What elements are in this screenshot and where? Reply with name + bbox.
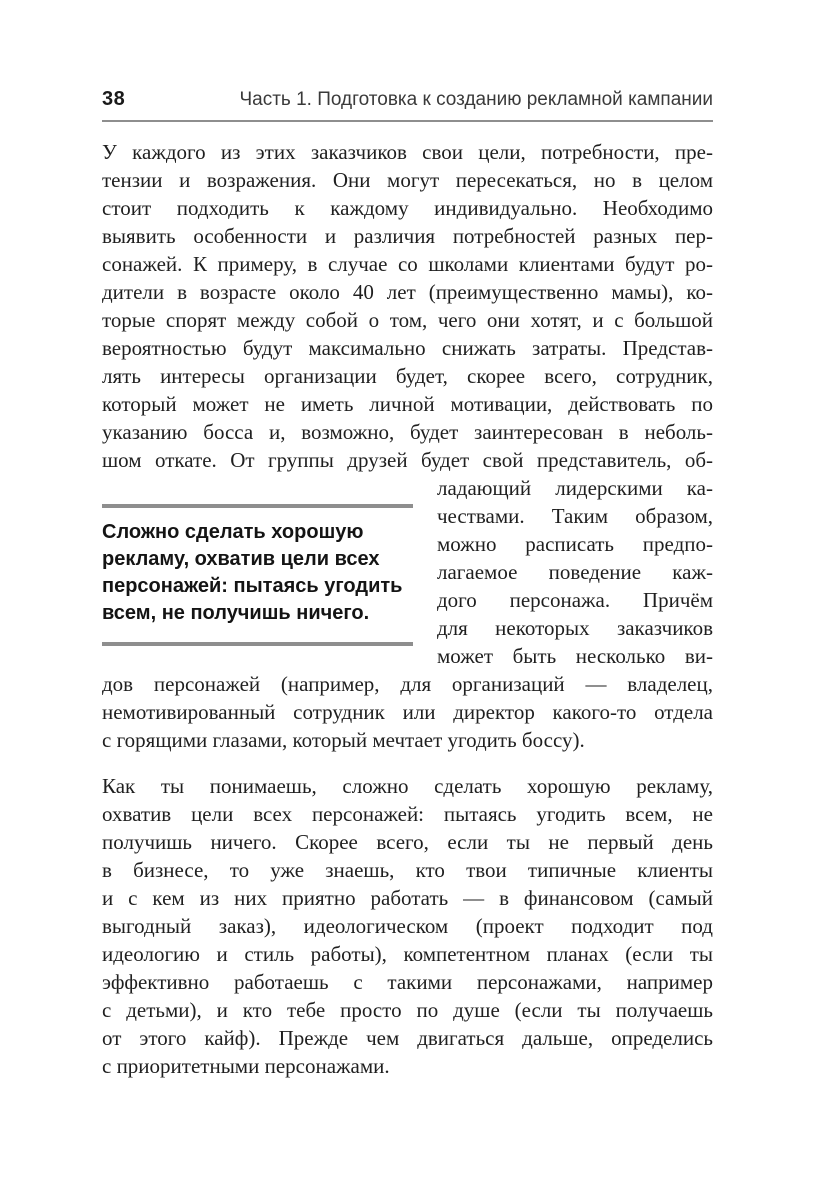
page-number: 38 <box>102 88 126 110</box>
text-line: выявить особенности и различия потребностей разных пер- <box>102 224 713 248</box>
text-line: лять интересы организации будет, скорее всего, сотрудник, <box>102 364 713 388</box>
paragraph-1-wrapped-column <box>437 474 713 670</box>
text-line: сонажей. К примеру, в случае со школами клиентами будут ро- <box>102 252 713 276</box>
text-line: указанию босса и, возможно, будет заинтересован в неболь- <box>102 420 713 444</box>
text-line: идеологию и стиль работы), компетентном планах (если ты <box>102 942 713 966</box>
text-line: с приоритетными персонажами. <box>102 1054 390 1078</box>
text-line: вероятностью будут максимально снижать затраты. Представ- <box>102 336 713 360</box>
text-line: для некоторых заказчиков <box>437 616 713 640</box>
text-line: в бизнесе, то уже знаешь, кто твои типичные клиенты <box>102 858 713 882</box>
text-line: немотивированный сотрудник или директор какого-то отдела <box>102 700 713 724</box>
text-line: лагаемое поведение каж- <box>437 560 713 584</box>
text-line: тензии и возражения. Они могут пересекаться, но в целом <box>102 168 713 192</box>
text-line: и с кем из них приятно работать — в финансовом (самый <box>102 886 713 910</box>
text-line: может быть несколько ви- <box>437 644 713 668</box>
text-line: чествами. Таким образом, <box>437 504 713 528</box>
pullquote-row <box>102 474 713 670</box>
pull-quote <box>102 504 413 646</box>
text-line: рекламу, охватив цели всех <box>102 548 380 570</box>
text-line: с детьми), и кто тебе просто по душе (если ты получаешь <box>102 998 713 1022</box>
text-line: ладающий лидерскими ка- <box>437 476 713 500</box>
text-line: У каждого из этих заказчиков свои цели, потребности, пре- <box>102 140 713 164</box>
paragraph-2 <box>102 772 713 1080</box>
running-title: Часть 1. Подготовка к созданию рекламной кампании <box>239 89 713 110</box>
text-line: эффективно работаешь с такими персонажами, например <box>102 970 713 994</box>
paragraph-1 <box>102 138 713 474</box>
text-line: получишь ничего. Скорее всего, если ты не первый день <box>102 830 713 854</box>
text-line: стоит подходить к каждому индивидуально. Необходимо <box>102 196 713 220</box>
text-line: от этого кайф). Прежде чем двигаться дальше, определись <box>102 1026 713 1050</box>
text-line: Сложно сделать хорошую <box>102 521 364 543</box>
text-line: с горящими глазами, который мечтает угодить боссу). <box>102 728 585 752</box>
text-line: персонажей: пытаясь угодить <box>102 575 403 597</box>
text-line: можно расписать предпо- <box>437 532 713 556</box>
text-line: всем, не получишь ничего. <box>102 602 370 624</box>
text-line: дого персонажа. Причём <box>437 588 713 612</box>
text-line: выгодный заказ), идеологическом (проект подходит под <box>102 914 713 938</box>
text-line: дов персонажей (например, для организаций — владелец, <box>102 672 713 696</box>
text-line: который может не иметь личной мотивации, действовать по <box>102 392 713 416</box>
text-line: охватив цели всех персонажей: пытаясь угодить всем, не <box>102 802 713 826</box>
text-line: дители в возрасте около 40 лет (преимущественно мамы), ко- <box>102 280 713 304</box>
text-line: шом откате. От группы друзей будет свой представитель, об- <box>102 448 713 472</box>
page-header <box>102 88 713 122</box>
text-line: торые спорят между собой о том, чего они хотят, и с большой <box>102 308 713 332</box>
text-line: Как ты понимаешь, сложно сделать хорошую рекламу, <box>102 774 713 798</box>
paragraph-1-continuation <box>102 670 713 754</box>
